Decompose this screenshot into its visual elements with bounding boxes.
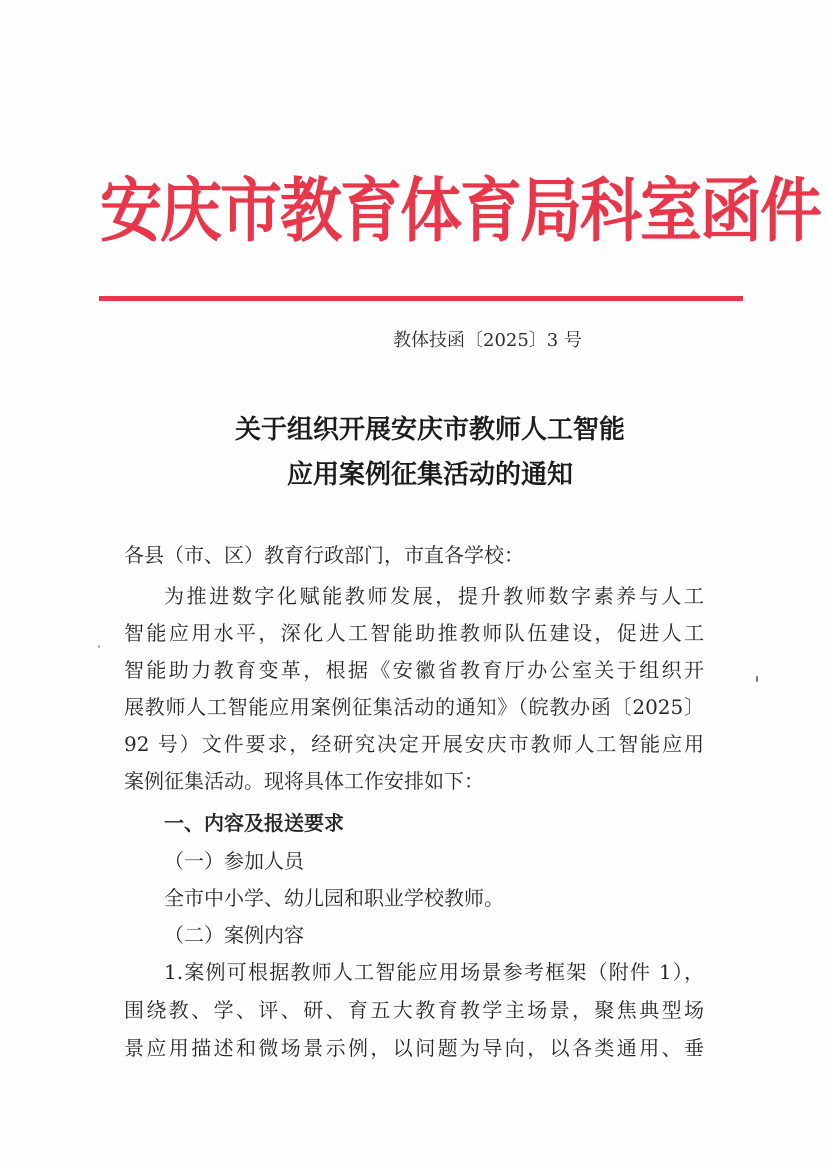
paragraph-line: 案例征集活动。现将具体工作安排如下： xyxy=(124,769,484,793)
notice-title-line-2: 应用案例征集活动的通知 xyxy=(286,460,573,490)
paragraph-line: 1.案例可根据教师人工智能应用场景参考框架（附件 1）， xyxy=(164,960,704,984)
paragraph-line: 围绕教、学、评、研、育五大教育教学主场景，聚焦典型场 xyxy=(124,998,704,1022)
paragraph-line: 为推进数字化赋能教师发展，提升教师数字素养与人工 xyxy=(164,584,704,608)
paragraph-line: 92 号）文件要求，经研究决定开展安庆市教师人工智能应用 xyxy=(124,732,704,756)
subsection-heading: （二）案例内容 xyxy=(164,923,304,947)
section-heading: 一、内容及报送要求 xyxy=(164,811,344,835)
paragraph-line: 景应用描述和微场景示例，以问题为导向，以各类通用、垂 xyxy=(124,1036,704,1060)
red-divider-line xyxy=(99,296,743,301)
scan-speck xyxy=(98,645,100,648)
paragraph-line: 智能助力教育变革，根据《安徽省教育厅办公室关于组织开 xyxy=(124,658,704,682)
document-number: 教体技函〔2025〕3 号 xyxy=(393,330,582,351)
paragraph-line: 智能应用水平，深化人工智能助推教师队伍建设，促进人工 xyxy=(124,621,704,645)
notice-title-line-1: 关于组织开展安庆市教师人工智能 xyxy=(234,415,625,445)
subsection-heading: （一）参加人员 xyxy=(164,849,304,873)
paragraph-line: 展教师人工智能应用案例征集活动的通知》（皖教办函〔2025〕 xyxy=(124,695,704,719)
masthead-title: 安庆市教育体育局科室函件 xyxy=(100,169,821,252)
subsection-text: 全市中小学、幼儿园和职业学校教师。 xyxy=(164,886,504,910)
scan-speck xyxy=(756,676,758,682)
salutation: 各县（市、区）教育行政部门，市直各学校： xyxy=(124,543,524,567)
